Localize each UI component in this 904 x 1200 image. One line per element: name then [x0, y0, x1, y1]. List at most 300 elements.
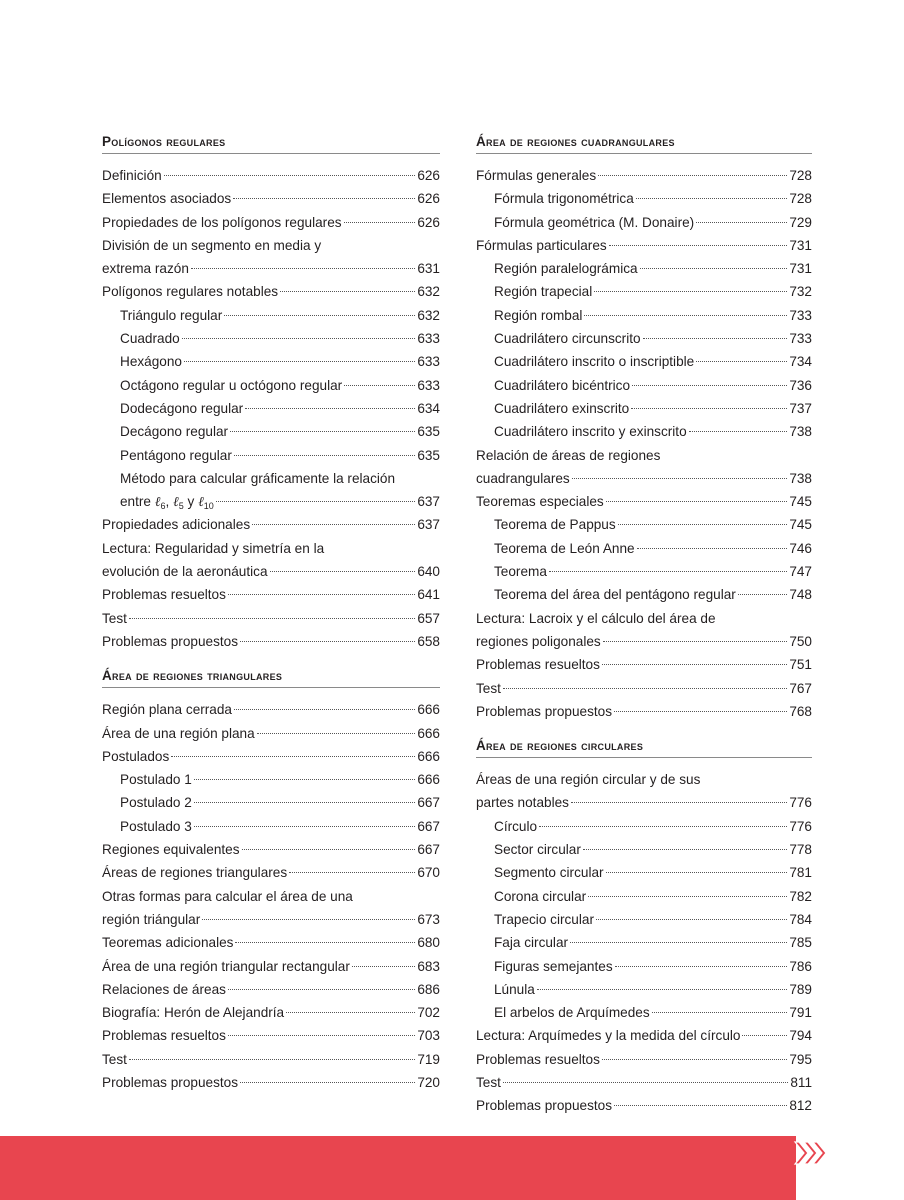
toc-entry-title: Teorema del área del pentágono regular [494, 587, 736, 603]
toc-entry-title: Fórmula geométrica (M. Donaire) [494, 214, 695, 230]
dot-leader [234, 709, 415, 710]
dot-leader [689, 431, 788, 432]
toc-entry-problemas-resueltos[interactable] [102, 1024, 440, 1047]
page-number: 784 [789, 911, 812, 927]
toc-entry-title: Postulado 3 [120, 818, 192, 834]
toc-entry-problemas-propuestos[interactable] [476, 700, 812, 723]
dot-leader [233, 198, 415, 199]
dot-leader [228, 989, 415, 990]
toc-entry-problemas-resueltos[interactable] [476, 1048, 812, 1071]
toc-entry-title: Problemas propuestos [102, 1074, 239, 1090]
toc-entry-title: Biografía: Herón de Alejandría [102, 1005, 285, 1021]
page-number: 680 [417, 935, 440, 951]
dot-leader [602, 664, 787, 665]
toc-entry-teorema[interactable] [476, 560, 812, 583]
page-number: 811 [790, 1074, 812, 1090]
page-number: 632 [417, 307, 440, 323]
page-number: 785 [789, 935, 812, 951]
toc-entry-title: Test [476, 680, 501, 696]
dot-leader [286, 1012, 415, 1013]
toc-entry-evolucion-de-la-aeronautica[interactable] [102, 560, 440, 583]
toc-entry-title: División de un segmento en media y [102, 237, 322, 253]
toc-entry-formula-trigonometrica[interactable] [476, 187, 812, 210]
toc-entry-formula-geometrica-m-donaire[interactable] [476, 211, 812, 234]
toc-entry-title: Relaciones de áreas [102, 981, 226, 997]
toc-entry-title: Hexágono [120, 354, 182, 370]
dot-leader [598, 175, 787, 176]
dot-leader [230, 431, 415, 432]
toc-entry-test[interactable] [102, 607, 440, 630]
page-number: 732 [789, 284, 812, 300]
dot-leader [240, 641, 415, 642]
page-number: 737 [789, 400, 812, 416]
toc-entry-postulados[interactable] [102, 745, 440, 768]
dot-leader [344, 222, 416, 223]
toc-entry-pentagono-regular[interactable] [102, 444, 440, 467]
toc-entry-title: Lectura: Regularidad y simetría en la [102, 540, 325, 556]
page-number: 812 [789, 1098, 812, 1114]
toc-entry-title: Definición [102, 168, 162, 183]
toc-entry-title: Lectura: Arquímedes y la medida del círculo [476, 1028, 741, 1044]
toc-entry-el-arbelos-de-arquimedes[interactable] [476, 1001, 812, 1024]
dot-leader [194, 779, 416, 780]
dot-leader [632, 385, 787, 386]
toc-entry-title: partes notables [476, 795, 569, 811]
dot-leader [245, 408, 415, 409]
toc-entry-title: Test [102, 610, 127, 626]
toc-entry-region-paralelogramica[interactable] [476, 257, 812, 280]
page-number: 731 [789, 261, 812, 277]
toc-entry-region-trapecial[interactable] [476, 280, 812, 303]
toc-entry-title: Problemas propuestos [476, 703, 613, 719]
dot-leader [636, 198, 788, 199]
toc-entry-title: Teorema de León Anne [494, 540, 635, 556]
dot-leader [583, 849, 787, 850]
toc-entry-lectura-arquimedes-y-la-medida-del-circulo[interactable] [476, 1024, 812, 1047]
toc-entry-octagono-regular-u-octogono-regular[interactable] [102, 374, 440, 397]
toc-entry-test[interactable] [476, 1071, 812, 1094]
toc-entry-title: cuadrangulares [476, 470, 570, 486]
toc-entry-title: El arbelos de Arquímedes [494, 1005, 650, 1021]
dot-leader [570, 942, 787, 943]
toc-entry-definicion[interactable] [102, 164, 440, 187]
page-number: 745 [789, 494, 812, 510]
toc-entry-title: evolución de la aeronáutica [102, 564, 268, 580]
page-number: 778 [789, 842, 812, 858]
toc-entry-cuadrilatero-bicentrico[interactable] [476, 374, 812, 397]
page-number: 666 [417, 748, 440, 764]
page-number: 794 [789, 1028, 812, 1044]
toc-entry-title: Postulado 1 [120, 772, 192, 788]
dot-leader [539, 826, 787, 827]
toc-entry-title: Regiones equivalentes [102, 842, 240, 858]
page-number: 782 [789, 888, 812, 904]
page-number: 768 [789, 703, 812, 719]
page-number: 746 [789, 540, 812, 556]
toc-entry-cuadrilatero-exinscrito[interactable] [476, 397, 812, 420]
toc-entry-regiones-equivalentes[interactable] [102, 838, 440, 861]
toc-entry-title: Cuadrilátero circunscrito [494, 331, 641, 347]
toc-entry-title: Decágono regular [120, 424, 229, 440]
toc-entry-title: Círculo [494, 818, 538, 834]
page-number: 633 [417, 377, 440, 393]
page-number: 635 [417, 424, 440, 440]
toc-entry-title: Test [102, 1051, 127, 1067]
page-number: 751 [789, 657, 812, 673]
dot-leader [224, 315, 415, 316]
toc-entry-title: Segmento circular [494, 865, 604, 881]
toc-entry-areas-de-regiones-triangulares[interactable] [102, 861, 440, 884]
page-number: 733 [789, 307, 812, 323]
page-number: 632 [417, 284, 440, 300]
toc-entry-entre-6-5-y-10[interactable] [102, 490, 440, 513]
page-number: 626 [417, 214, 440, 230]
dot-leader [614, 711, 787, 712]
toc-entry-formulas-generales[interactable] [476, 164, 812, 187]
toc-entry-areas-de-una-region-circular-y-de-sus[interactable] [476, 768, 812, 791]
toc-entry-title: Región rombal [494, 307, 583, 323]
toc-entry-lunula[interactable] [476, 978, 812, 1001]
dot-leader [252, 524, 415, 525]
page-number: 750 [789, 633, 812, 649]
toc-entry-relaciones-de-areas[interactable] [102, 978, 440, 1001]
dot-leader [696, 222, 787, 223]
page-number: 633 [417, 331, 440, 347]
dot-leader [235, 942, 415, 943]
page-number: 667 [417, 842, 440, 858]
toc-entry-teoremas-especiales[interactable] [476, 490, 812, 513]
page-number: 634 [417, 400, 440, 416]
page-number: 683 [417, 958, 440, 974]
dot-leader [503, 1082, 788, 1083]
page-number: 776 [789, 795, 812, 811]
page-number: 728 [789, 168, 812, 183]
toc-entry-triangulo-regular[interactable] [102, 304, 440, 327]
page-number: 745 [789, 517, 812, 533]
toc-entry-region-plana-cerrada[interactable] [102, 698, 440, 721]
toc-entry-title: Región paralelográmica [494, 261, 638, 277]
section-title: Polígonos regulares [102, 133, 440, 154]
toc-entry-title: Lúnula [494, 981, 535, 997]
page-number: 670 [417, 865, 440, 881]
toc-entry-regiones-poligonales[interactable] [476, 630, 812, 653]
section-title: Área de regiones triangulares [102, 667, 440, 688]
section-title: Área de regiones cuadrangulares [476, 133, 812, 154]
dot-leader [164, 175, 416, 176]
dot-leader [537, 989, 787, 990]
toc-entry-cuadrilatero-inscrito-y-exinscrito[interactable] [476, 420, 812, 443]
toc-entry-title: Fórmula trigonométrica [494, 191, 634, 207]
toc-entry-corona-circular[interactable] [476, 885, 812, 908]
toc-entry-title: Propiedades adicionales [102, 517, 251, 533]
toc-entry-title: Problemas resueltos [102, 587, 226, 603]
toc-entry-title: Fórmulas generales [476, 168, 597, 183]
page-number: 738 [789, 424, 812, 440]
dot-leader [606, 872, 788, 873]
toc-entry-title: Cuadrilátero bicéntrico [494, 377, 631, 393]
page-number: 720 [417, 1074, 440, 1090]
page-number: 667 [417, 818, 440, 834]
page-number: 702 [417, 1005, 440, 1021]
dot-leader [609, 245, 788, 246]
section-title: Área de regiones circulares [476, 737, 812, 758]
page-number: 781 [789, 865, 812, 881]
dot-leader [643, 338, 788, 339]
toc-entry-title: Fórmulas particulares [476, 237, 607, 253]
toc-entry-title: Áreas de una región circular y de sus [476, 772, 701, 788]
page-number: 637 [417, 494, 440, 510]
toc-entry-sector-circular[interactable] [476, 838, 812, 861]
toc-entry-title: regiones poligonales [476, 633, 601, 649]
dot-leader [270, 571, 416, 572]
toc-entry-biografia-heron-de-alejandria[interactable] [102, 1001, 440, 1024]
dot-leader [738, 594, 787, 595]
toc-entry-title: Área de una región plana [102, 725, 255, 741]
footer-bar [0, 1136, 796, 1200]
toc-entry-poligonos-regulares-notables[interactable] [102, 280, 440, 303]
toc-entry-title: Postulados [102, 748, 170, 764]
toc-entry-title: Método para calcular gráficamente la relación [120, 470, 396, 486]
page-number: 776 [789, 818, 812, 834]
toc-entry-title: Test [476, 1074, 501, 1090]
toc-entry-faja-circular[interactable] [476, 931, 812, 954]
dot-leader [194, 802, 416, 803]
dot-leader [637, 548, 788, 549]
dot-leader [696, 361, 787, 362]
toc-entry-title: Sector circular [494, 842, 581, 858]
toc-entry-title: Propiedades de los polígonos regulares [102, 214, 342, 230]
page-number: 703 [417, 1028, 440, 1044]
dot-leader [596, 919, 787, 920]
toc-entry-teorema-de-leon-anne[interactable] [476, 537, 812, 560]
toc-entry-decagono-regular[interactable] [102, 420, 440, 443]
toc-entry-test[interactable] [476, 677, 812, 700]
dot-leader [603, 641, 788, 642]
toc-entry-title: Problemas resueltos [102, 1028, 226, 1044]
page-number: 666 [417, 725, 440, 741]
toc-entry-problemas-resueltos[interactable] [476, 653, 812, 676]
toc-entry-title: Región plana cerrada [102, 702, 232, 718]
page-number: 795 [789, 1051, 812, 1067]
toc-entry-otras-formas-para-calcular-el-area-de-una[interactable] [102, 885, 440, 908]
toc-entry-area-de-una-region-triangular-rectangular[interactable] [102, 955, 440, 978]
page-number: 633 [417, 354, 440, 370]
dot-leader [602, 1059, 787, 1060]
toc-entry-postulado-2[interactable] [102, 791, 440, 814]
toc-entry-teorema-del-area-del-pentagono-regular[interactable] [476, 583, 812, 606]
toc-entry-title: Región trapecial [494, 284, 593, 300]
toc-entry-postulado-1[interactable] [102, 768, 440, 791]
toc-entry-region-triangular[interactable] [102, 908, 440, 931]
toc-entry-relacion-de-areas-de-regiones[interactable] [476, 444, 812, 467]
toc-entry-teorema-de-pappus[interactable] [476, 513, 812, 536]
dot-leader [584, 315, 787, 316]
page-number: 635 [417, 447, 440, 463]
toc-entry-propiedades-de-los-poligonos-regulares[interactable] [102, 211, 440, 234]
toc-entry-postulado-3[interactable] [102, 815, 440, 838]
dot-leader [242, 849, 416, 850]
triple-chevron-right-icon [793, 1136, 833, 1170]
page-number: 728 [789, 191, 812, 207]
page-number: 686 [417, 981, 440, 997]
page-number: 736 [789, 377, 812, 393]
toc-entry-cuadrado[interactable] [102, 327, 440, 350]
toc-entry-title: región triángular [102, 911, 201, 927]
toc-entry-division-de-un-segmento-en-media-y[interactable] [102, 234, 440, 257]
toc-entry-cuadrilatero-inscrito-o-inscriptible[interactable] [476, 350, 812, 373]
toc-entry-title: Teorema de Pappus [494, 517, 616, 533]
toc-entry-title: Áreas de regiones triangulares [102, 865, 288, 881]
toc-entry-propiedades-adicionales[interactable] [102, 513, 440, 536]
toc-entry-title: Triángulo regular [120, 307, 223, 323]
dot-leader [129, 618, 415, 619]
toc-entry-title: Teorema [494, 564, 547, 580]
dot-leader [289, 872, 415, 873]
toc-entry-title: Figuras semejantes [494, 958, 613, 974]
toc-entry-dodecagono-regular[interactable] [102, 397, 440, 420]
dot-leader [194, 826, 416, 827]
dot-leader [618, 524, 788, 525]
dot-leader [631, 408, 787, 409]
dot-leader [614, 1105, 787, 1106]
toc-entry-title: Otras formas para calcular el área de una [102, 888, 353, 904]
dot-leader [240, 1082, 415, 1083]
toc-entry-cuadrilatero-circunscrito[interactable] [476, 327, 812, 350]
toc-entry-elementos-asociados[interactable] [102, 187, 440, 210]
dot-leader [652, 1012, 788, 1013]
dot-leader [549, 571, 787, 572]
page-number: 626 [417, 191, 440, 207]
toc-entry-title: Problemas propuestos [102, 633, 239, 649]
page-number: 747 [789, 564, 812, 580]
toc-entry-teoremas-adicionales[interactable] [102, 931, 440, 954]
toc-entry-title: Faja circular [494, 935, 569, 951]
page-number: 626 [417, 168, 440, 183]
toc-entry-title: Problemas propuestos [476, 1098, 613, 1114]
page-number: 729 [789, 214, 812, 230]
page-number: 789 [789, 981, 812, 997]
toc-entry-lectura-lacroix-y-el-calculo-del-area-de[interactable] [476, 607, 812, 630]
toc-entry-title: Trapecio circular [494, 911, 594, 927]
toc-entry-problemas-resueltos[interactable] [102, 583, 440, 606]
toc-entry-metodo-para-calcular-graficamente-la-relacion[interactable] [102, 467, 440, 490]
page-number: 640 [417, 564, 440, 580]
dot-leader [228, 594, 415, 595]
toc-entry-problemas-propuestos[interactable] [102, 630, 440, 653]
toc-entry-title: Cuadrilátero inscrito o inscriptible [494, 354, 695, 370]
toc-entry-title: Cuadrilátero inscrito y exinscrito [494, 424, 687, 440]
dot-leader [171, 756, 415, 757]
dot-leader [606, 501, 788, 502]
page-number: 641 [417, 587, 440, 603]
toc-entry-title: Cuadrado [120, 331, 180, 347]
page-number: 631 [417, 261, 440, 277]
dot-leader [182, 338, 416, 339]
toc-entry-lectura-regularidad-y-simetria-en-la[interactable] [102, 537, 440, 560]
dot-leader [615, 966, 788, 967]
toc-entry-title: Teoremas adicionales [102, 935, 234, 951]
dot-leader [352, 966, 415, 967]
toc-entry-hexagono[interactable] [102, 350, 440, 373]
toc-entry-segmento-circular[interactable] [476, 861, 812, 884]
toc-entry-area-de-una-region-plana[interactable] [102, 722, 440, 745]
dot-leader [742, 1035, 787, 1036]
toc-entry-title: entre ℓ$_6$, ℓ$_5$ y ℓ$_{10}$ [120, 494, 214, 512]
dot-leader [191, 268, 415, 269]
toc-entry-formulas-particulares[interactable] [476, 234, 812, 257]
dot-leader [202, 919, 415, 920]
toc-entry-title: Área de una región triangular rectangular [102, 958, 350, 974]
toc-entry-title: Pentágono regular [120, 447, 232, 463]
page-number: 786 [789, 958, 812, 974]
toc-entry-title: Octágono regular u octógono regular [120, 377, 343, 393]
toc-entry-partes-notables[interactable] [476, 791, 812, 814]
toc-entry-cuadrangulares[interactable] [476, 467, 812, 490]
dot-leader [216, 501, 416, 502]
toc-entry-test[interactable] [102, 1048, 440, 1071]
dot-leader [344, 385, 415, 386]
dot-leader [129, 1059, 415, 1060]
page-number: 719 [417, 1051, 440, 1067]
page-number: 791 [789, 1005, 812, 1021]
toc-entry-problemas-propuestos[interactable] [102, 1071, 440, 1094]
page-number: 731 [789, 237, 812, 253]
dot-leader [184, 361, 415, 362]
page-number: 767 [789, 680, 812, 696]
dot-leader [571, 802, 787, 803]
toc-entry-title: Teoremas especiales [476, 494, 604, 510]
toc-entry-circulo[interactable] [476, 815, 812, 838]
toc-left-column [102, 133, 440, 1094]
page-number: 673 [417, 911, 440, 927]
page-number: 637 [417, 517, 440, 533]
page-number: 657 [417, 610, 440, 626]
page-number: 666 [417, 772, 440, 788]
dot-leader [234, 455, 415, 456]
toc-entry-figuras-semejantes[interactable] [476, 955, 812, 978]
dot-leader [594, 291, 787, 292]
dot-leader [280, 291, 415, 292]
toc-entry-title: Postulado 2 [120, 795, 192, 811]
toc-entry-title: extrema razón [102, 261, 189, 277]
toc-entry-title: Polígonos regulares notables [102, 284, 279, 300]
toc-entry-title: Relación de áreas de regiones [476, 447, 661, 463]
toc-entry-title: Problemas resueltos [476, 657, 600, 673]
toc-entry-title: Elementos asociados [102, 191, 232, 207]
dot-leader [640, 268, 788, 269]
toc-entry-region-rombal[interactable] [476, 304, 812, 327]
toc-entry-title: Lectura: Lacroix y el cálculo del área de [476, 610, 716, 626]
toc-entry-trapecio-circular[interactable] [476, 908, 812, 931]
toc-entry-title: Corona circular [494, 888, 587, 904]
dot-leader [228, 1035, 415, 1036]
page-number: 738 [789, 470, 812, 486]
page-number: 734 [789, 354, 812, 370]
dot-leader [588, 896, 787, 897]
toc-right-column [476, 133, 812, 1118]
page-number: 748 [789, 587, 812, 603]
page-number: 733 [789, 331, 812, 347]
dot-leader [572, 478, 788, 479]
toc-entry-title: Dodecágono regular [120, 400, 244, 416]
page-number: 658 [417, 633, 440, 649]
toc-entry-extrema-razon[interactable] [102, 257, 440, 280]
dot-leader [503, 688, 787, 689]
toc-entry-problemas-propuestos[interactable] [476, 1094, 812, 1117]
page-number: 666 [417, 702, 440, 718]
page-number: 667 [417, 795, 440, 811]
toc-entry-title: Problemas resueltos [476, 1051, 600, 1067]
